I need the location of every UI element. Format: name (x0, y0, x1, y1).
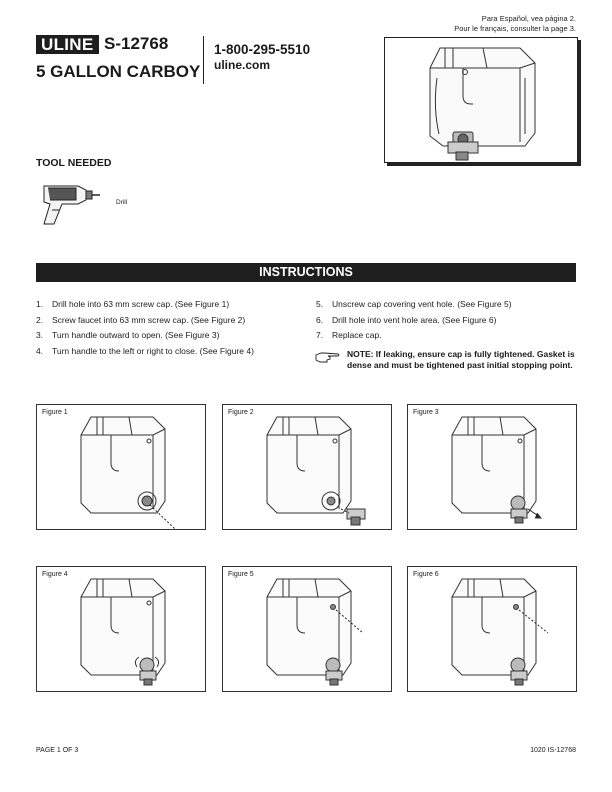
step-item: 6. Drill hole into vent hole area. (See Figure 6) (316, 314, 497, 325)
uline-logo: ULINE (36, 35, 99, 54)
step-item: 3. Turn handle outward to open. (See Figure 3) (36, 330, 220, 341)
french-notice: Pour le français, consulter la page 3. (454, 24, 576, 33)
leak-note: NOTE: If leaking, ensure cap is fully tightened. Gasket is dense and must be tightened past initial stopping point. (347, 349, 575, 371)
tool-needed-heading: TOOL NEEDED (36, 157, 112, 169)
page-number: PAGE 1 OF 3 (36, 747, 79, 754)
figure-label: Figure 1 (42, 409, 68, 416)
figure-4 (36, 566, 206, 692)
step-item: 1. Drill hole into 63 mm screw cap. (See Figure 1) (36, 299, 230, 309)
figure-label: Figure 3 (413, 409, 439, 416)
figure-label: Figure 2 (228, 409, 254, 416)
figure-1 (36, 404, 206, 530)
spanish-notice: Para Español, vea página 2. (481, 14, 576, 23)
product-title: 5 GALLON CARBOY (36, 62, 201, 81)
model-number: S-12768 (104, 34, 169, 53)
figure-label: Figure 4 (42, 571, 68, 578)
drill-label: Drill (116, 199, 128, 206)
header-divider (203, 36, 204, 84)
steps-left-column (36, 297, 306, 360)
figure-2 (222, 404, 392, 530)
figure-label: Figure 6 (413, 571, 439, 578)
website: uline.com (214, 58, 271, 72)
step-item: 5. Unscrew cap covering vent hole. (See Figure 5) (316, 299, 512, 309)
step-item: 7. Replace cap. (316, 330, 382, 341)
figure-3 (407, 404, 577, 530)
phone-number: 1-800-295-5510 (214, 42, 311, 57)
figure-5 (222, 566, 392, 692)
pointing-hand-icon (315, 350, 340, 362)
drill-icon (40, 180, 100, 230)
carboy-hero-illustration (384, 37, 578, 163)
document-code: 1020 IS-12768 (530, 747, 576, 754)
figure-6 (407, 566, 577, 692)
step-item: 4. Turn handle to the left or right to close. (See Figure 4) (36, 346, 254, 357)
instructions-heading: INSTRUCTIONS (36, 263, 576, 282)
steps-right-column (316, 297, 578, 344)
step-item: 2. Screw faucet into 63 mm screw cap. (See Figure 2) (36, 314, 246, 325)
figure-label: Figure 5 (228, 571, 254, 578)
